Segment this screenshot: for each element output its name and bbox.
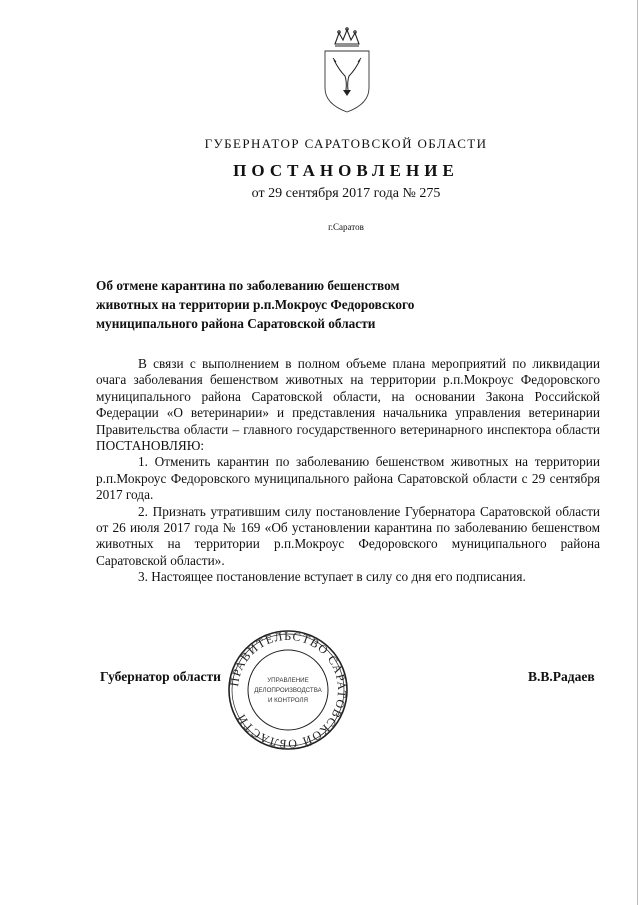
body-paragraph-preamble: В связи с выполнением в полном объеме плана мероприятий по ликвидации очага заболевания бешенством животных на территории р.п.Мокроус Федоровского муниципального района Саратовской области, на основании Закона Российской Федерации «О ветеринарии» и представления начальника управления ветеринарии Правительства области – главного государственного ветеринарного инспектора области ПОСТАНОВЛЯЮ: bbox=[96, 356, 600, 454]
body-paragraph-item-1: 1. Отменить карантин по заболеванию бешенством животных на территории р.п.Мокроус Федоровского муниципального района Саратовской области с 29 сентября 2017 года. bbox=[96, 454, 600, 503]
official-seal-stamp bbox=[226, 628, 350, 752]
document-type-heading: ПОСТАНОВЛЕНИЕ bbox=[233, 161, 459, 180]
signatory-title: Губернатор области bbox=[100, 669, 221, 684]
signatory-name: В.В.Радаев bbox=[528, 669, 595, 684]
document-city: г.Саратов bbox=[328, 222, 364, 232]
seal-inner-line: ДЕЛОПРОИЗВОДСТВА bbox=[254, 687, 322, 694]
subject-line: животных на территории р.п.Мокроус Федоровского bbox=[96, 297, 415, 312]
document-body bbox=[96, 356, 600, 586]
body-paragraph-item-3: 3. Настоящее постановление вступает в силу со дня его подписания. bbox=[138, 569, 526, 585]
document-subject bbox=[96, 276, 496, 333]
issuing-authority: ГУБЕРНАТОР САРАТОВСКОЙ ОБЛАСТИ bbox=[204, 136, 488, 151]
seal-inner-line: УПРАВЛЕНИЕ bbox=[267, 677, 309, 684]
document-date-number: от 29 сентября 2017 года № 275 bbox=[251, 186, 441, 201]
body-paragraph-item-2: 2. Признать утратившим силу постановление Губернатора Саратовской области от 26 июля 2017 года № 169 «Об установлении карантина по заболеванию бешенством животных на территории р.п.Мокроус Федоровского муниципального района Саратовской области». bbox=[96, 503, 600, 568]
saratov-coat-of-arms-icon bbox=[318, 24, 376, 116]
subject-line: Об отмене карантина по заболеванию бешенством bbox=[96, 278, 400, 293]
seal-inner-line: И КОНТРОЛЯ bbox=[267, 697, 309, 704]
seal-outer-text: ПРАВИТЕЛЬСТВО САРАТОВСКОЙ ОБЛАСТИ bbox=[226, 628, 350, 752]
subject-line: муниципального района Саратовской области bbox=[96, 316, 376, 331]
